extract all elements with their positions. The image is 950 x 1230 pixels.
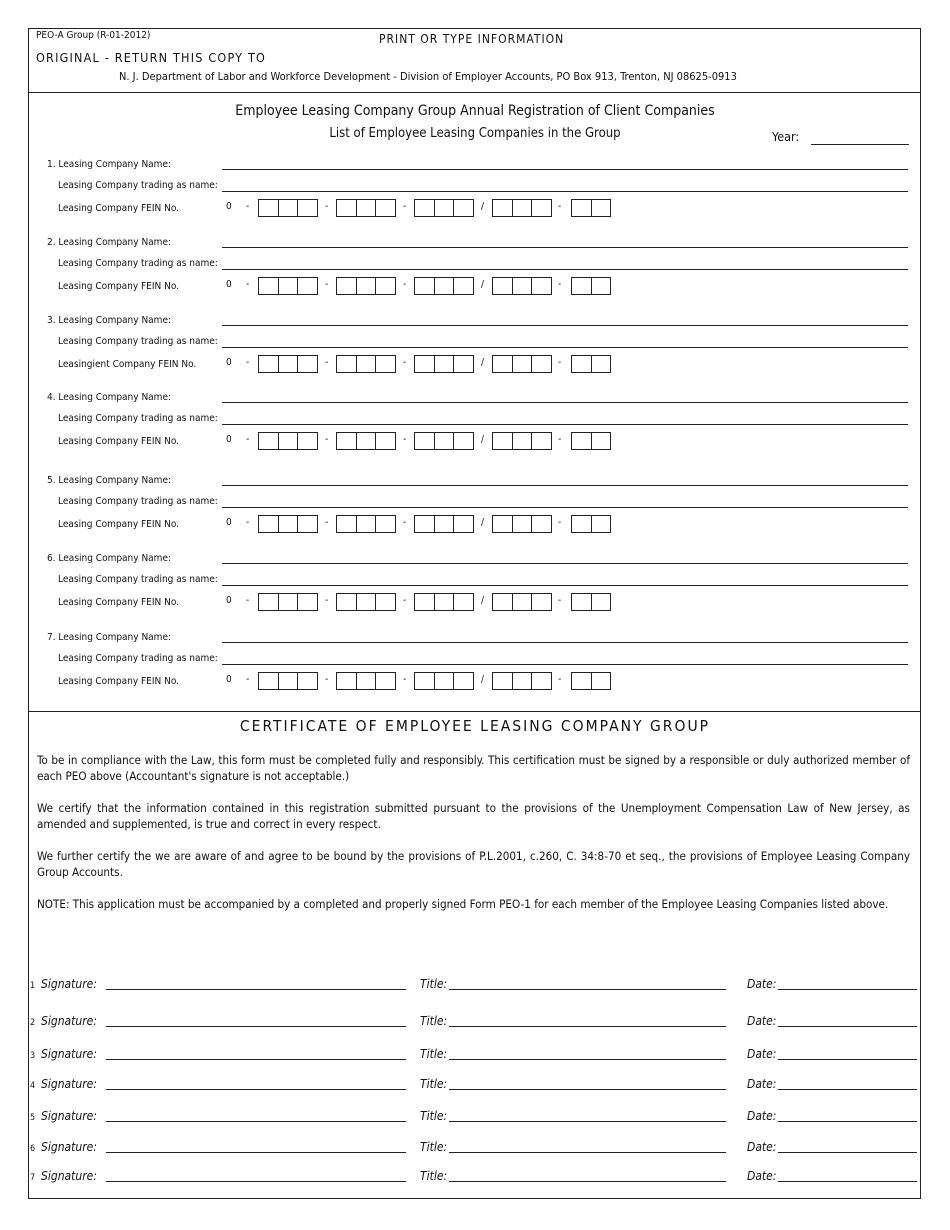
company-name-label: 5. Leasing Company Name: — [47, 475, 172, 486]
company-fein-label: Leasing Company FEIN No. — [58, 597, 180, 608]
fein-separator: / — [481, 517, 485, 528]
fein-separator: - — [403, 279, 407, 290]
company-trading-label: Leasing Company trading as name: — [58, 180, 218, 191]
company-trading-label: Leasing Company trading as name: — [58, 336, 218, 347]
date-field[interactable] — [778, 1059, 917, 1060]
title-field[interactable] — [449, 1059, 726, 1060]
title-label: Title: — [420, 1140, 448, 1154]
certificate-paragraph-4: NOTE: This application must be accompanied by a completed and properly signed Form PEO-1 for each member of the Employee Leasing Companies listed above. — [37, 897, 889, 911]
fein-prefix: 0 — [226, 517, 232, 528]
company-name-field[interactable] — [222, 485, 908, 486]
date-label: Date: — [747, 1109, 777, 1123]
date-field[interactable] — [778, 1181, 917, 1182]
fein-separator: - — [403, 357, 407, 368]
fein-separator: / — [481, 201, 485, 212]
company-trading-label: Leasing Company trading as name: — [58, 653, 218, 664]
signature-number: 3 — [30, 1051, 36, 1061]
date-label: Date: — [747, 1140, 777, 1154]
date-label: Date: — [747, 1077, 777, 1091]
company-fein-label: Leasing Company FEIN No. — [58, 436, 180, 447]
title-field[interactable] — [449, 1089, 726, 1090]
fein-separator: - — [558, 674, 562, 685]
year-label: Year: — [772, 129, 800, 144]
signature-label: Signature: — [41, 1140, 97, 1154]
signature-field[interactable] — [106, 1059, 406, 1060]
fein-digit-boxes[interactable] — [336, 277, 396, 295]
fein-digit-boxes[interactable] — [492, 672, 552, 690]
title-label: Title: — [420, 977, 448, 991]
signature-label: Signature: — [41, 1169, 97, 1183]
company-name-field[interactable] — [222, 169, 908, 170]
company-name-label: 6. Leasing Company Name: — [47, 553, 172, 564]
fein-digit-boxes[interactable] — [336, 355, 396, 373]
company-name-label: 3. Leasing Company Name: — [47, 315, 172, 326]
company-name-field[interactable] — [222, 563, 908, 564]
fein-separator: / — [481, 357, 485, 368]
date-field[interactable] — [778, 1121, 917, 1122]
fein-separator: - — [246, 201, 250, 212]
company-trading-field[interactable] — [222, 269, 908, 270]
fein-digit-boxes[interactable] — [258, 355, 318, 373]
date-label: Date: — [747, 1169, 777, 1183]
fein-digit-boxes[interactable] — [414, 672, 474, 690]
fein-digit-boxes[interactable] — [336, 593, 396, 611]
fein-separator: - — [325, 434, 329, 445]
return-label: ORIGINAL - RETURN THIS COPY TO — [36, 50, 267, 65]
fein-digit-boxes[interactable] — [571, 355, 611, 373]
fein-separator: - — [246, 279, 250, 290]
title-label: Title: — [420, 1077, 448, 1091]
company-fein-label: Leasing Company FEIN No. — [58, 676, 180, 687]
company-name-field[interactable] — [222, 247, 908, 248]
fein-digit-boxes[interactable] — [258, 432, 318, 450]
signature-label: Signature: — [41, 1047, 97, 1061]
signature-field[interactable] — [106, 1181, 406, 1182]
fein-separator: - — [558, 279, 562, 290]
title-label: Title: — [420, 1109, 448, 1123]
page-subtitle: List of Employee Leasing Companies in the Group — [329, 126, 621, 141]
signature-number: 4 — [30, 1081, 36, 1091]
fein-separator: - — [403, 434, 407, 445]
date-label: Date: — [747, 1047, 777, 1061]
company-name-field[interactable] — [222, 325, 908, 326]
fein-digit-boxes[interactable] — [571, 277, 611, 295]
fein-separator: - — [325, 357, 329, 368]
fein-separator: - — [246, 674, 250, 685]
fein-prefix: 0 — [226, 201, 232, 212]
fein-separator: - — [325, 517, 329, 528]
signature-label: Signature: — [41, 1109, 97, 1123]
fein-separator: / — [481, 595, 485, 606]
fein-separator: - — [246, 434, 250, 445]
fein-digit-boxes[interactable] — [414, 277, 474, 295]
fein-digit-boxes[interactable] — [492, 432, 552, 450]
fein-digit-boxes[interactable] — [258, 593, 318, 611]
signature-number: 5 — [30, 1113, 36, 1123]
fein-separator: - — [246, 357, 250, 368]
fein-digit-boxes[interactable] — [258, 672, 318, 690]
company-trading-field[interactable] — [222, 424, 908, 425]
signature-field[interactable] — [106, 1121, 406, 1122]
fein-digit-boxes[interactable] — [258, 199, 318, 217]
header-divider — [28, 92, 921, 93]
company-name-field[interactable] — [222, 642, 908, 643]
form-id: PEO-A Group (R-01-2012) — [36, 30, 151, 41]
signature-label: Signature: — [41, 1077, 97, 1091]
fein-digit-boxes[interactable] — [414, 432, 474, 450]
fein-digit-boxes[interactable] — [336, 515, 396, 533]
fein-separator: - — [558, 517, 562, 528]
year-field[interactable] — [811, 144, 909, 145]
fein-separator: - — [558, 201, 562, 212]
fein-digit-boxes[interactable] — [414, 355, 474, 373]
company-trading-label: Leasing Company trading as name: — [58, 258, 218, 269]
date-field[interactable] — [778, 1089, 917, 1090]
company-trading-field[interactable] — [222, 507, 908, 508]
certificate-paragraph-2: We certify that the information contained in this registration submitted pursuant to the provisions of the Unemployment Compensation Law of New Jersey, as amended and supplemented, is true and correct in every respect. — [37, 801, 910, 831]
fein-digit-boxes[interactable] — [571, 672, 611, 690]
fein-digit-boxes[interactable] — [258, 515, 318, 533]
company-fein-label: Leasingient Company FEIN No. — [58, 359, 197, 370]
company-fein-label: Leasing Company FEIN No. — [58, 519, 180, 530]
certificate-paragraph-3: We further certify the we are aware of and agree to be bound by the provisions of P.L.2001, c.260, C. 34:8-70 et seq., the provisions of Employee Leasing Company Group Accounts. — [37, 849, 910, 879]
title-field[interactable] — [449, 989, 726, 990]
title-field[interactable] — [449, 1026, 726, 1027]
fein-digit-boxes[interactable] — [492, 355, 552, 373]
fein-digit-boxes[interactable] — [571, 432, 611, 450]
title-label: Title: — [420, 1014, 448, 1028]
date-field[interactable] — [778, 1152, 917, 1153]
signature-label: Signature: — [41, 1014, 97, 1028]
date-label: Date: — [747, 1014, 777, 1028]
fein-digit-boxes[interactable] — [414, 593, 474, 611]
return-address: N. J. Department of Labor and Workforce Development - Division of Employer Accounts, PO Box 913, Trenton, NJ 08625-0913 — [119, 70, 737, 83]
signature-label: Signature: — [41, 977, 97, 991]
date-field[interactable] — [778, 1026, 917, 1027]
company-trading-field[interactable] — [222, 191, 908, 192]
company-name-label: 2. Leasing Company Name: — [47, 237, 172, 248]
certificate-paragraph-1: To be in compliance with the Law, this form must be completed fully and responsibly. This certification must be signed by a responsible or duly authorized member of each PEO above (Accountant's signature is not acceptable.) — [37, 753, 910, 783]
fein-separator: / — [481, 674, 485, 685]
company-name-field[interactable] — [222, 402, 908, 403]
company-fein-label: Leasing Company FEIN No. — [58, 203, 180, 214]
section-divider — [28, 711, 921, 712]
signature-number: 7 — [30, 1173, 36, 1183]
fein-digit-boxes[interactable] — [492, 199, 552, 217]
fein-digit-boxes[interactable] — [571, 593, 611, 611]
fein-prefix: 0 — [226, 357, 232, 368]
fein-separator: - — [403, 517, 407, 528]
fein-prefix: 0 — [226, 674, 232, 685]
fein-digit-boxes[interactable] — [336, 432, 396, 450]
signature-field[interactable] — [106, 989, 406, 990]
fein-separator: - — [246, 595, 250, 606]
fein-separator: - — [325, 674, 329, 685]
company-name-label: 1. Leasing Company Name: — [47, 159, 172, 170]
fein-separator: - — [325, 595, 329, 606]
fein-digit-boxes[interactable] — [492, 593, 552, 611]
company-name-label: 4. Leasing Company Name: — [47, 392, 172, 403]
signature-number: 6 — [30, 1144, 36, 1154]
fein-separator: - — [403, 201, 407, 212]
fein-separator: - — [558, 357, 562, 368]
fein-digit-boxes[interactable] — [414, 199, 474, 217]
title-label: Title: — [420, 1169, 448, 1183]
signature-field[interactable] — [106, 1089, 406, 1090]
company-name-label: 7. Leasing Company Name: — [47, 632, 172, 643]
fein-separator: - — [325, 279, 329, 290]
title-field[interactable] — [449, 1181, 726, 1182]
signature-field[interactable] — [106, 1026, 406, 1027]
company-trading-label: Leasing Company trading as name: — [58, 496, 218, 507]
fein-digit-boxes[interactable] — [492, 515, 552, 533]
fein-digit-boxes[interactable] — [258, 277, 318, 295]
fein-separator: - — [246, 517, 250, 528]
company-trading-label: Leasing Company trading as name: — [58, 413, 218, 424]
fein-digit-boxes[interactable] — [571, 199, 611, 217]
fein-digit-boxes[interactable] — [336, 672, 396, 690]
company-trading-field[interactable] — [222, 585, 908, 586]
fein-digit-boxes[interactable] — [336, 199, 396, 217]
date-label: Date: — [747, 977, 777, 991]
fein-separator: - — [558, 434, 562, 445]
date-field[interactable] — [778, 989, 917, 990]
fein-digit-boxes[interactable] — [492, 277, 552, 295]
company-trading-field[interactable] — [222, 664, 908, 665]
fein-separator: - — [558, 595, 562, 606]
fein-separator: - — [403, 674, 407, 685]
fein-separator: - — [325, 201, 329, 212]
fein-separator: / — [481, 434, 485, 445]
fein-prefix: 0 — [226, 434, 232, 445]
title-field[interactable] — [449, 1121, 726, 1122]
fein-separator: / — [481, 279, 485, 290]
signature-field[interactable] — [106, 1152, 406, 1153]
fein-digit-boxes[interactable] — [571, 515, 611, 533]
company-trading-label: Leasing Company trading as name: — [58, 574, 218, 585]
company-fein-label: Leasing Company FEIN No. — [58, 281, 180, 292]
signature-number: 2 — [30, 1018, 36, 1028]
fein-digit-boxes[interactable] — [414, 515, 474, 533]
title-field[interactable] — [449, 1152, 726, 1153]
signature-number: 1 — [30, 981, 36, 991]
fein-separator: - — [403, 595, 407, 606]
fein-prefix: 0 — [226, 279, 232, 290]
fein-prefix: 0 — [226, 595, 232, 606]
page-title: Employee Leasing Company Group Annual Registration of Client Companies — [235, 103, 715, 119]
print-note: PRINT OR TYPE INFORMATION — [379, 32, 565, 46]
certificate-title: CERTIFICATE OF EMPLOYEE LEASING COMPANY GROUP — [239, 717, 711, 735]
title-label: Title: — [420, 1047, 448, 1061]
company-trading-field[interactable] — [222, 347, 908, 348]
